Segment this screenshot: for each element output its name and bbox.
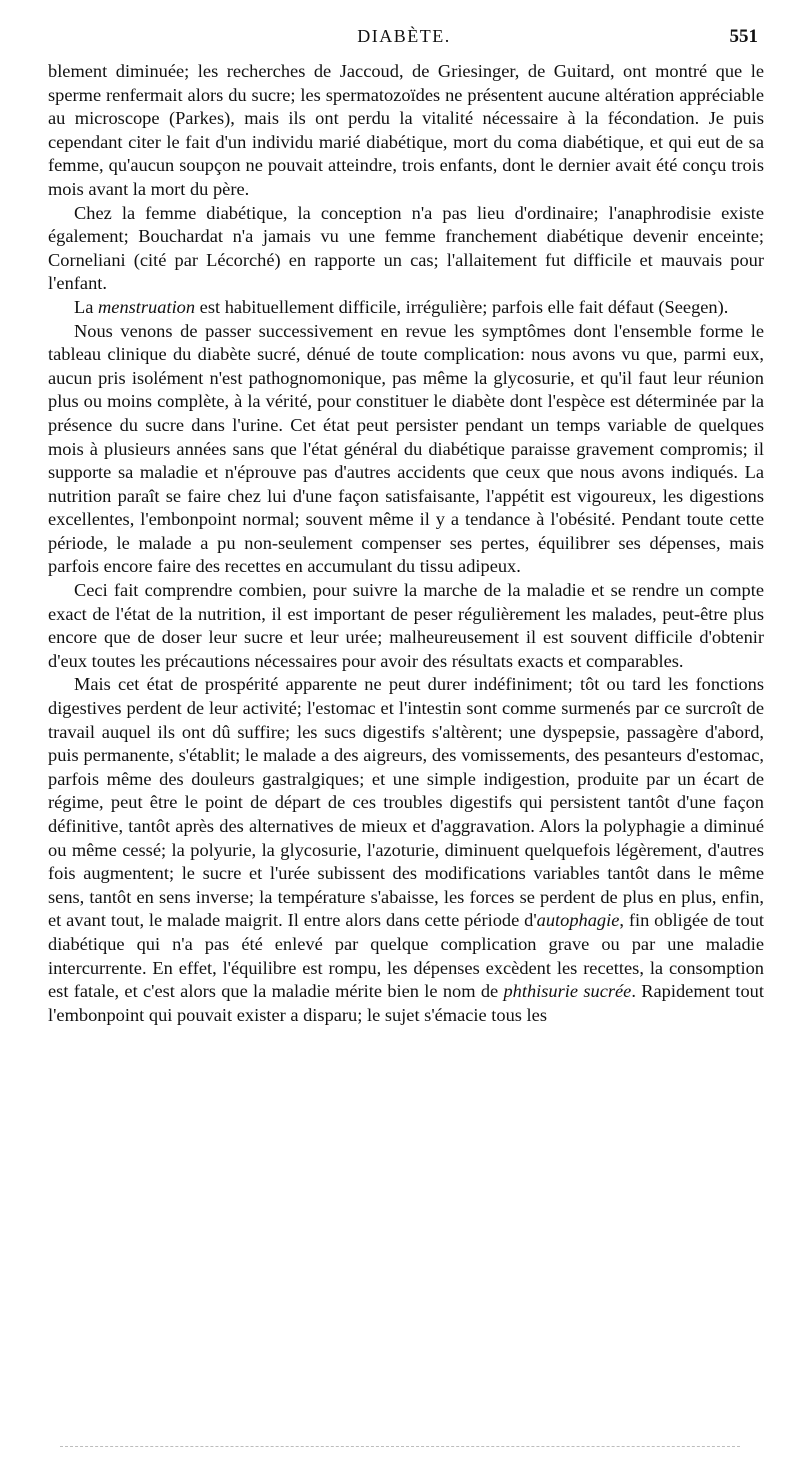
page-number: 551: [729, 26, 758, 47]
paragraph: [48, 296, 764, 320]
paragraph: [48, 60, 764, 202]
paragraph: [48, 579, 764, 673]
text-run: Mais cet état de prospérité apparente ne peut durer indéfiniment; tôt ou tard les fonctions digestives perdent de leur activité; l'estomac et l'intestin sont comme surmenés par ce surcroît de travail auquel ils ont dû suffire; les sucs digestifs s'altèrent; une dyspepsie, passagère d'abord, puis permanente, s'établit; le malade a des aigreurs, des vomissements, des pesanteurs d'estomac, parfois même des douleurs gastralgiques; et une simple indigestion, produite par un écart de régime, peut être le point de départ de ces troubles digestifs qui persistent tantôt d'une façon définitive, tantôt après des alternatives de mieux et d'aggravation. Alors la polyphagie a diminué ou même cessé; la polyurie, la glycosurie, l'azoturie, diminuent quelquefois légèrement, d'autres fois augmentent; le sucre et l'urée subissent des modifications variables tantôt dans le même sens, tantôt en sens inverse; la température s'abaisse, les forces se perdent de plus en plus, enfin, et avant tout, le malade maigrit. Il entre alors dans cette période d': [48, 674, 764, 931]
italic-term: phthisurie sucrée: [503, 981, 632, 1002]
text-run: , fin obligée de tout diabétique qui n'a pas été enlevé par quelque complication grave ou par une maladie intercurrente. En effet, l'équilibre est rompu, les dépenses excèdent les recettes, la consomption est fatale, et c'est alors que la maladie mérite bien le nom de: [48, 910, 764, 1002]
text-run: Chez la femme diabétique, la conception n'a pas lieu d'ordinaire; l'anaphrodisie existe également; Bouchardat n'a jamais vu une femme franchement diabétique devenir enceinte; Corneliani (cité par Lécorché) en rapporte un cas; l'allaitement fut difficile et mauvais pour l'enfant.: [48, 202, 764, 294]
text-run: Nous venons de passer successivement en revue les symptômes dont l'ensemble forme le tableau clinique du diabète sucré, dénué de toute complication: nous avons vu que, parmi eux, aucun pris isolément n'est pathognomonique, pas même la glycosurie, et qu'il faut leur réunion plus ou moins complète, à la vérité, pour constituer le diabète dont l'espèce est déterminée par la présence du sucre dans l'urine. Cet état peut persister pendant un temps variable de quelques mois à plusieurs années sans que l'état général du diabétique paraisse gravement compromis; il supporte sa maladie et n'éprouve pas d'autres accidents que ceux que nous avons indiqués. La nutrition paraît se faire chez lui d'une façon satisfaisante, l'appétit est vigoureux, les digestions excellentes, l'embonpoint normal; souvent même il y a tendance à l'obésité. Pendant toute cette période, le malade a pu non-seulement compenser ses pertes, équilibrer ses dépenses, mais parfois encore faire des recettes en accumulant du tissu adipeux.: [48, 320, 764, 577]
text-run: . Rapidement tout l'embonpoint qui pouvait exister a disparu; le sujet s'émacie tous les: [48, 981, 764, 1025]
text-run: blement diminuée; les recherches de Jaccoud, de Griesinger, de Guitard, ont montré que le sperme renfermait alors du sucre; les spermatozoïdes ne présentent aucune altération appréciable au microscope (Parkes), mais ils ont perdu la vitalité nécessaire à la fécondation. Je puis cependant citer le fait d'un individu marié diabétique, mort du coma diabétique, et qui eut de sa femme, qu'aucun soupçon ne pouvait atteindre, trois enfants, dont le dernier avait été conçu trois mois avant la mort du père.: [48, 61, 764, 199]
paragraph: [48, 320, 764, 580]
bottom-margin-dashes: [60, 1446, 740, 1447]
paragraph: [48, 202, 764, 296]
text-run: La: [74, 296, 98, 317]
italic-term: autophagie: [536, 910, 620, 931]
text-run: Ceci fait comprendre combien, pour suivre la marche de la maladie et se rendre un compte exact de l'état de la nutrition, il est important de peser régulièrement les malades, peut-être plus encore que de doser leur sucre et leur urée; malheureusement il est souvent difficile d'obtenir d'eux toutes les précautions nécessaires pour avoir des résultats exacts et comparables.: [48, 580, 764, 671]
text-run: est habituellement difficile, irrégulière; parfois elle fait défaut (Seegen).: [195, 296, 729, 317]
running-header: [48, 26, 760, 56]
italic-term: menstruation: [98, 296, 196, 317]
paragraph: [48, 673, 764, 1027]
running-title: DIABÈTE.: [357, 26, 451, 46]
body-text: [48, 60, 764, 1027]
